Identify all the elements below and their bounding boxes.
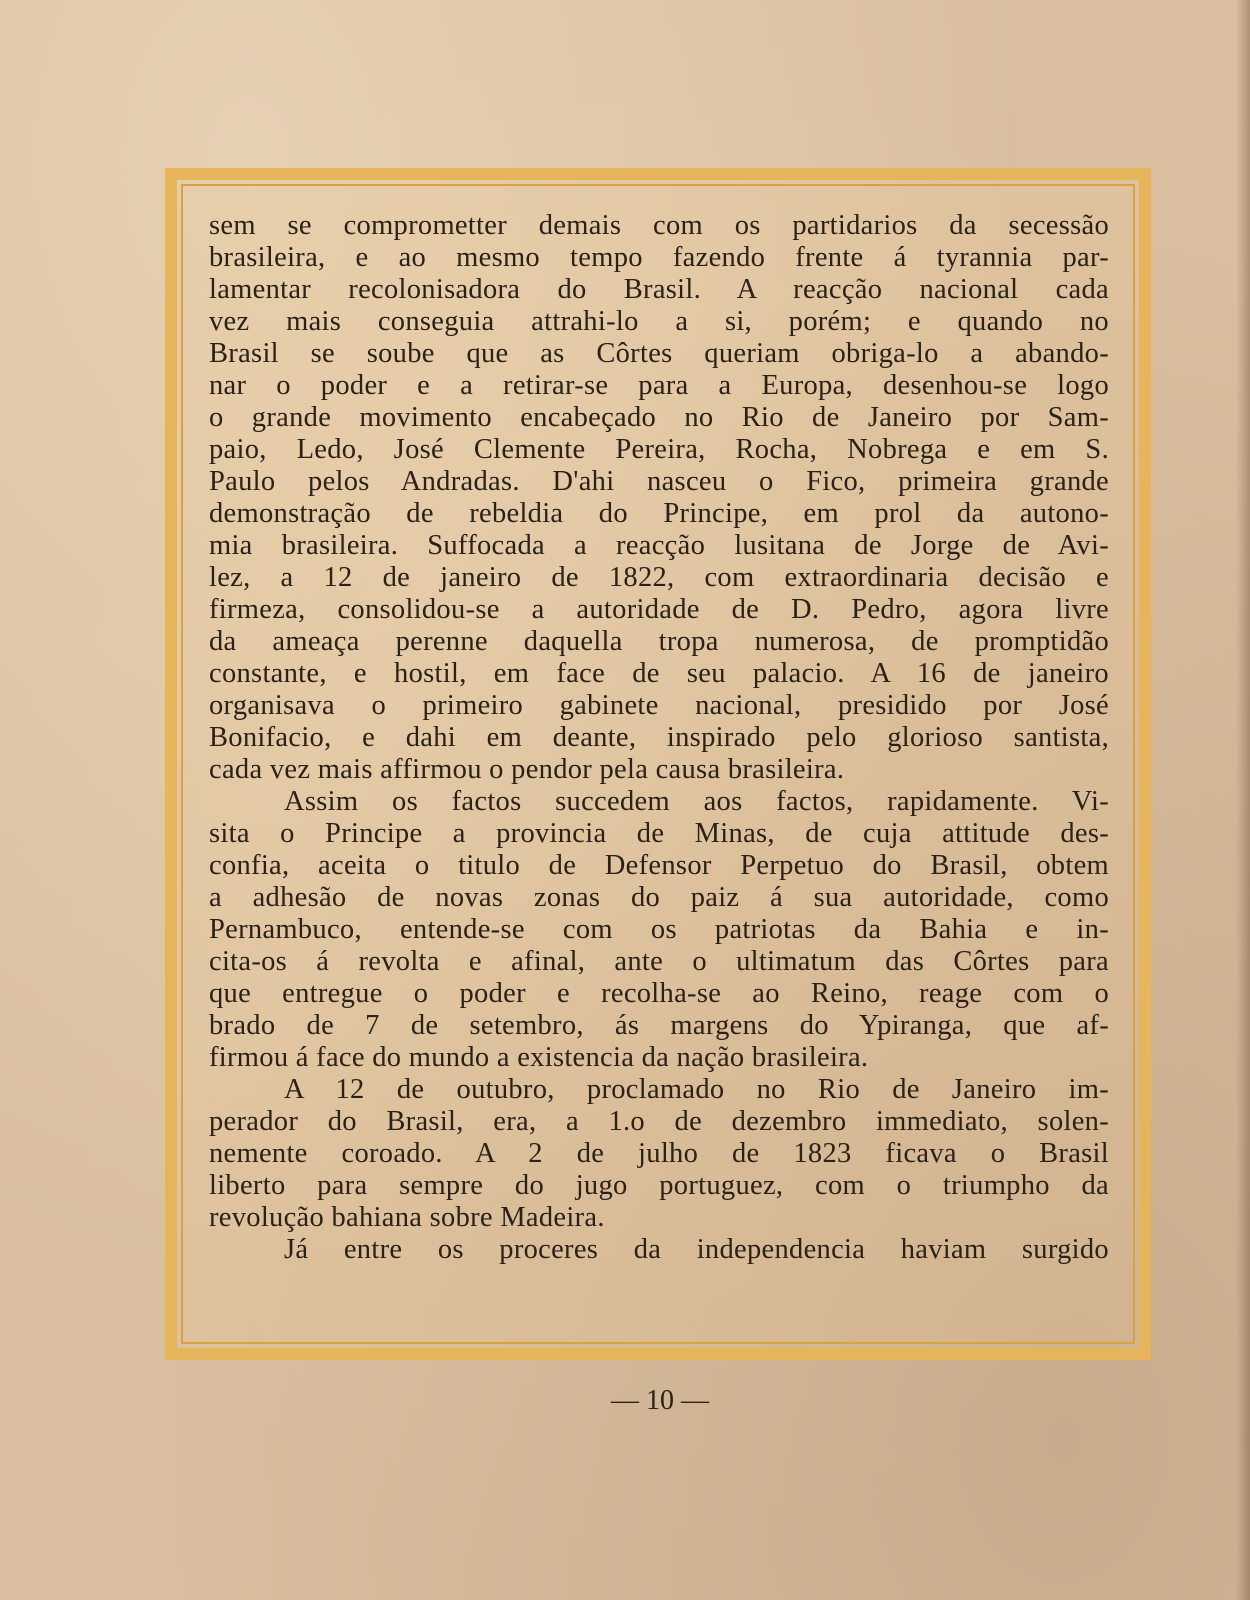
text-line: Pernambuco, entende-se com os patriotas da Bahia e in- bbox=[209, 914, 1109, 945]
text-line: brado de 7 de setembro, ás margens do Ypiranga, que af- bbox=[209, 1010, 1109, 1041]
text-line: brasileira, e ao mesmo tempo fazendo frente á tyrannia par- bbox=[209, 242, 1109, 273]
text-line: sem se comprometter demais com os partidarios da secessão bbox=[209, 210, 1109, 241]
text-line: Já entre os proceres da independencia haviam surgido bbox=[284, 1234, 1109, 1265]
text-line: revolução bahiana sobre Madeira. bbox=[209, 1202, 605, 1233]
body-text bbox=[209, 210, 1109, 1266]
text-line: nar o poder e a retirar-se para a Europa, desenhou-se logo bbox=[209, 370, 1109, 401]
text-line: sita o Principe a provincia de Minas, de cuja attitude des- bbox=[209, 818, 1109, 849]
text-line: Bonifacio, e dahi em deante, inspirado pelo glorioso santista, bbox=[209, 722, 1109, 753]
text-line: firmeza, consolidou-se a autoridade de D. Pedro, agora livre bbox=[209, 594, 1109, 625]
text-line: demonstração de rebeldia do Principe, em prol da autono- bbox=[209, 498, 1109, 529]
text-line: lez, a 12 de janeiro de 1822, com extraordinaria decisão e bbox=[209, 562, 1109, 593]
text-line: mia brasileira. Suffocada a reacção lusitana de Jorge de Avi- bbox=[209, 530, 1109, 561]
text-line: organisava o primeiro gabinete nacional, presidido por José bbox=[209, 690, 1109, 721]
text-line: a adhesão de novas zonas do paiz á sua autoridade, como bbox=[209, 882, 1109, 913]
text-line: paio, Ledo, José Clemente Pereira, Rocha, Nobrega e em S. bbox=[209, 434, 1109, 465]
text-line: nemente coroado. A 2 de julho de 1823 ficava o Brasil bbox=[209, 1138, 1109, 1169]
text-line: Paulo pelos Andradas. D'ahi nasceu o Fico, primeira grande bbox=[209, 466, 1109, 497]
text-line: vez mais conseguia attrahi-lo a si, porém; e quando no bbox=[209, 306, 1109, 337]
text-line: que entregue o poder e recolha-se ao Reino, reage com o bbox=[209, 978, 1109, 1009]
text-line: confia, aceita o titulo de Defensor Perpetuo do Brasil, obtem bbox=[209, 850, 1109, 881]
text-line: liberto para sempre do jugo portuguez, com o triumpho da bbox=[209, 1170, 1109, 1201]
text-line: o grande movimento encabeçado no Rio de Janeiro por Sam- bbox=[209, 402, 1109, 433]
page-edge-shadow bbox=[1236, 0, 1250, 1600]
page-number: — 10 — bbox=[611, 1385, 709, 1416]
text-line: A 12 de outubro, proclamado no Rio de Janeiro im- bbox=[284, 1074, 1109, 1105]
text-line: constante, e hostil, em face de seu palacio. A 16 de janeiro bbox=[209, 658, 1109, 689]
text-line: cada vez mais affirmou o pendor pela causa brasileira. bbox=[209, 754, 845, 785]
text-line: da ameaça perenne daquella tropa numerosa, de promptidão bbox=[209, 626, 1109, 657]
text-line: Assim os factos succedem aos factos, rapidamente. Vi- bbox=[284, 786, 1109, 817]
text-line: firmou á face do mundo a existencia da nação brasileira. bbox=[209, 1042, 869, 1073]
text-line: cita-os á revolta e afinal, ante o ultimatum das Côrtes para bbox=[209, 946, 1109, 977]
text-line: perador do Brasil, era, a 1.o de dezembro immediato, solen- bbox=[209, 1106, 1109, 1137]
text-line: lamentar recolonisadora do Brasil. A reacção nacional cada bbox=[209, 274, 1109, 305]
text-line: Brasil se soube que as Côrtes queriam obriga-lo a abando- bbox=[209, 338, 1109, 369]
